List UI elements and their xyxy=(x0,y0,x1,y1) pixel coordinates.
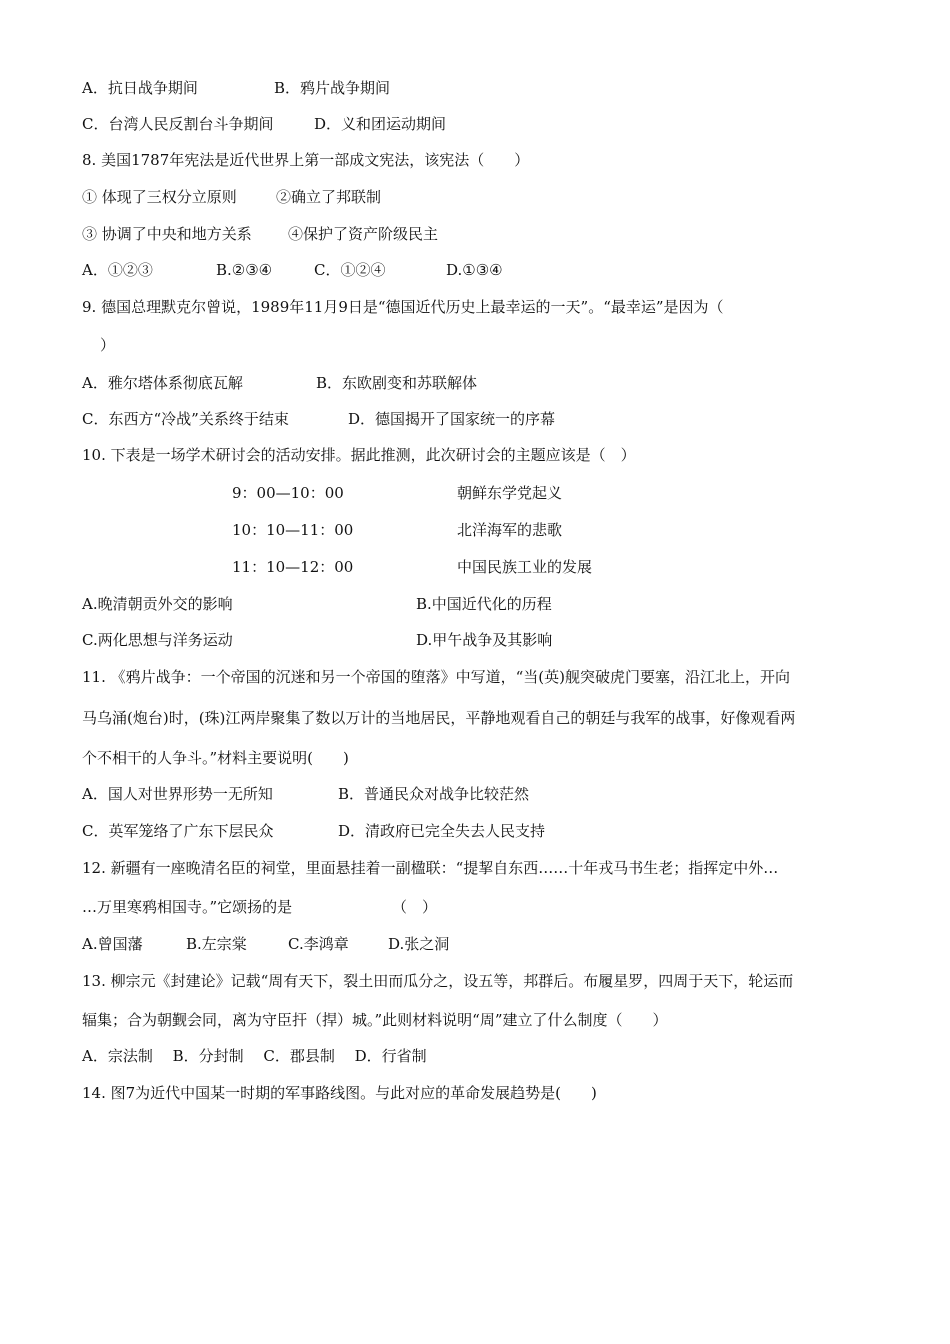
q7-option-a: A．抗日战争期间 xyxy=(82,79,198,97)
q7-option-c: C．台湾人民反割台斗争期间 xyxy=(82,115,274,133)
q10-option-c: C.两化思想与洋务运动 xyxy=(82,631,233,649)
q8-option-d: D.①③④ xyxy=(446,261,503,279)
q8-statement-2: ②确立了邦联制 xyxy=(276,188,382,206)
q8-statement-3: ③ 协调了中央和地方关系 xyxy=(82,225,252,243)
q8-statement-1: ① 体现了三权分立原则 xyxy=(82,188,237,206)
q12-answer-blank: （ ） xyxy=(392,898,438,916)
q14-stem: 14. 图7为近代中国某一时期的军事路线图。与此对应的革命发展趋势是( ) xyxy=(82,1084,597,1102)
schedule-time: 10：10—11：00 xyxy=(232,521,354,539)
q12-option-c: C.李鸿章 xyxy=(288,935,349,953)
q12-option-a: A.曾国藩 xyxy=(82,935,143,953)
q9-stem: 9. 德国总理默克尔曾说，1989年11月9日是“德国近代历史上最幸运的一天”。“最幸运”是因为（ xyxy=(82,298,724,316)
q13-options: A．宗法制 B．分封制 C．郡县制 D．行省制 xyxy=(82,1047,427,1065)
q9-option-b: B．东欧剧变和苏联解体 xyxy=(316,374,478,392)
q12-option-d: D.张之洞 xyxy=(388,935,450,953)
q7-option-b: B．鸦片战争期间 xyxy=(274,79,391,97)
schedule-time: 11：10—12：00 xyxy=(232,558,354,576)
q7-option-d: D．义和团运动期间 xyxy=(314,115,447,133)
q10-option-a: A.晚清朝贡外交的影响 xyxy=(82,595,233,613)
q12-stem-line-2 xyxy=(82,897,438,917)
q12-stem-text: …万里寒鸦相国寺。”它颂扬的是 xyxy=(82,898,293,916)
q8-statement-4: ④保护了资产阶级民主 xyxy=(288,225,439,243)
schedule-topic: 朝鲜东学党起义 xyxy=(457,484,563,502)
q9-option-c: C．东西方“冷战”关系终于结束 xyxy=(82,410,289,428)
q11-option-d: D．清政府已完全失去人民支持 xyxy=(338,822,546,840)
q8-stem: 8. 美国1787年宪法是近代世界上第一部成文宪法，该宪法（ ） xyxy=(82,151,530,169)
q10-stem: 10. 下表是一场学术研讨会的活动安排。据此推测，此次研讨会的主题应该是（ ） xyxy=(82,446,636,464)
schedule-topic: 中国民族工业的发展 xyxy=(457,558,593,576)
schedule-topic: 北洋海军的悲歌 xyxy=(457,521,563,539)
q12-option-b: B.左宗棠 xyxy=(186,935,247,953)
q9-option-a: A．雅尔塔体系彻底瓦解 xyxy=(82,374,243,392)
q11-stem-line-1: 11. 《鸦片战争：一个帝国的沉迷和另一个帝国的堕落》中写道，“当(英)舰突破虎门要塞，沿江北上，开向 xyxy=(82,668,791,686)
q13-stem-line-1: 13. 柳宗元《封建论》记载“周有天下，裂土田而瓜分之，设五等，邦群后。布履星罗，四周于天下，轮运而 xyxy=(82,972,794,990)
q12-stem-line-1: 12. 新疆有一座晚清名臣的祠堂，里面悬挂着一副楹联：“提挈自东西……十年戎马书生老；指挥定中外… xyxy=(82,859,779,877)
q8-option-c: C．①②④ xyxy=(314,261,386,279)
q8-option-a: A．①②③ xyxy=(82,261,153,279)
q8-option-b: B.②③④ xyxy=(216,261,273,279)
q11-option-a: A．国人对世界形势一无所知 xyxy=(82,785,273,803)
q11-stem-line-3: 个不相干的人争斗。”材料主要说明( ) xyxy=(82,749,349,767)
q11-option-b: B．普通民众对战争比较茫然 xyxy=(338,785,530,803)
q10-option-b: B.中国近代化的历程 xyxy=(416,595,552,613)
q10-option-d: D.甲午战争及其影响 xyxy=(416,631,553,649)
schedule-time: 9：00—10：00 xyxy=(232,484,344,502)
q11-stem-line-2: 马乌涌(炮台)时，(珠)江两岸聚集了数以万计的当地居民，平静地观看自己的朝廷与我军的战事，好像观看两 xyxy=(82,709,796,727)
q13-stem-line-2: 辐集；合为朝觐会同，离为守臣扞（捍）城。”此则材料说明“周”建立了什么制度（ ） xyxy=(82,1011,668,1029)
q9-stem-end: ） xyxy=(100,336,116,354)
q9-option-d: D．德国揭开了国家统一的序幕 xyxy=(348,410,556,428)
q11-option-c: C．英军笼络了广东下层民众 xyxy=(82,822,274,840)
